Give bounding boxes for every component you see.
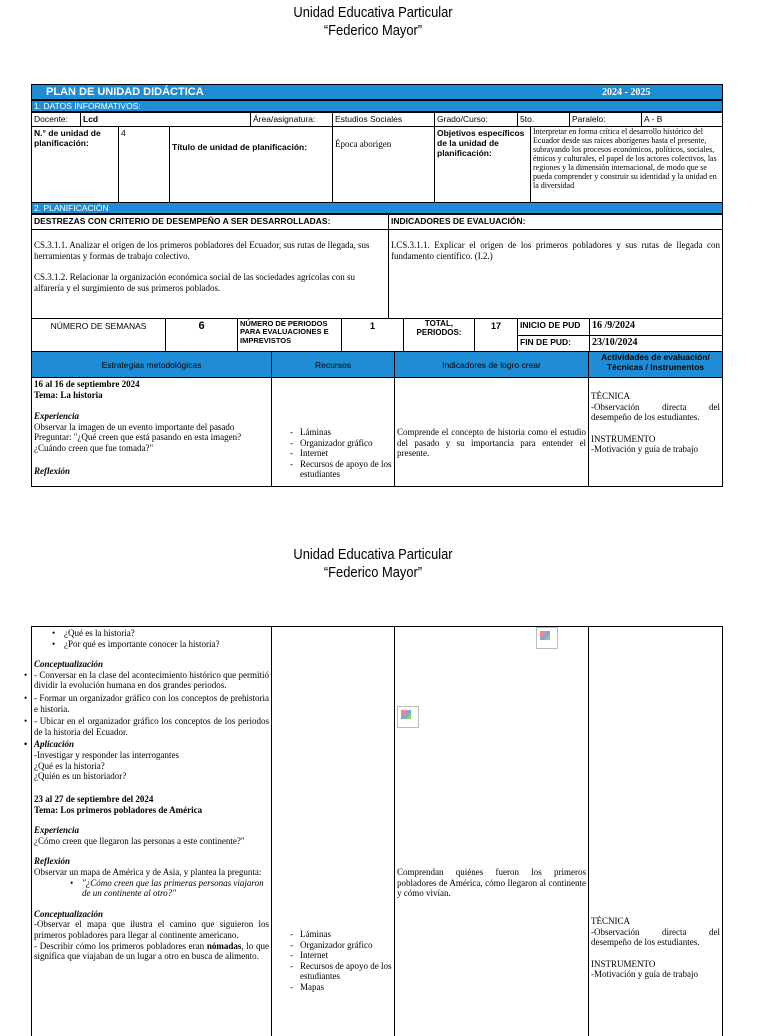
total-value: 17 xyxy=(474,318,518,352)
page2-questions xyxy=(34,628,269,649)
destreza-1: CS.3.1.1. Analizar el origen de los primeros pobladores del Ecuador, sus rutas de llegada, sus herramientas y formas de trabajo colectivo. xyxy=(34,240,370,261)
school-patron-2: “Federico Mayor” xyxy=(323,564,423,581)
section2-bar xyxy=(31,202,723,214)
row1-date: 16 al 16 de septiembre 2024 xyxy=(34,379,140,389)
concept-item-1: • - Conversar en la clase del acontecimiento histórico que permitió dividir la evolución humana en dos grandes periodos. xyxy=(24,669,269,691)
recurso-item: - Internet xyxy=(290,448,392,459)
recurso-item: - Mapas xyxy=(290,982,392,993)
paralelo-label: Paralelo: xyxy=(569,112,642,127)
page2-experiencia2: Experiencia xyxy=(34,825,79,836)
row1-indicador: Comprende el concepto de historia como el estudio del pasado y su importancia para entender el presente. xyxy=(394,377,589,487)
school-name-2: Unidad Educativa Particular xyxy=(293,546,453,563)
fin-label: FIN DE PUD: xyxy=(517,335,590,352)
recurso-item: - Internet xyxy=(290,950,392,961)
indicadores-header: INDICADORES DE EVALUACIÓN: xyxy=(388,214,723,230)
grado-value: 5to. xyxy=(517,112,570,127)
row1-instrumento-value: -Motivación y guía de trabajo xyxy=(591,444,698,455)
row1-reflexion: Reflexión xyxy=(34,465,70,476)
plan-title-bar xyxy=(31,84,723,100)
page2-instrumento-value: -Motivación y guía de trabajo xyxy=(591,969,698,980)
row1-exp-text: Observar la imagen de un evento importante del pasado Preguntar: "¿Qué creen que está pasando en esta imagen? ¿Cuándo creen que fue tomada?" xyxy=(34,421,242,454)
total-label: TOTAL, PERIODOS: xyxy=(403,318,475,352)
aplic-line: ¿Qué es la historia? xyxy=(34,760,105,771)
broken-image-icon xyxy=(536,627,558,649)
row1-tecnica-label: TÉCNICA xyxy=(591,391,630,401)
page2-concept2-text1: -Observar el mapa que ilustra el camino que siguieron los primeros pobladores para llegar al continente americano. xyxy=(34,919,269,941)
fin-value: 23/10/2024 xyxy=(589,335,723,352)
area-value: Estudios Sociales xyxy=(332,112,435,127)
page2-exp2-text: ¿Cómo creen que llegaron las personas a este continente?" xyxy=(34,835,245,846)
concept-item-2: • - Formar un organizador gráfico con los conceptos de prehistoria e historia. xyxy=(24,693,269,714)
page2-actividades xyxy=(588,626,723,1036)
question-item: • ¿Por qué es importante conocer la historia? xyxy=(52,639,269,650)
area-label: Área/asignatura: xyxy=(250,112,333,127)
row1-tema: Tema: La historia xyxy=(34,389,103,400)
page2-instrumento-label: INSTRUMENTO xyxy=(591,958,656,969)
paralelo-value: A - B xyxy=(641,112,723,127)
row1-estrategias xyxy=(31,377,272,487)
semanas-label: NÚMERO DE SEMANAS xyxy=(31,318,166,352)
row1-experiencia: Experiencia xyxy=(34,411,79,422)
recurso-item: - Láminas xyxy=(290,929,392,940)
recurso-item: - Organizador gráfico xyxy=(290,940,392,951)
objetivos-value: Interpretar en forma crítica el desarrollo histórico del Ecuador desde sus raíces aborígenes hasta el presente, subrayando los procesos económicos, políticos, sociales, étnicos y culturales, el papel de los actores colectivos, las regiones y la dimensión internacional, de modo que se pueda comprender y construir su identidad y la unidad en la diversidad xyxy=(530,126,723,203)
indicadores-body: I.CS.3.1.1. Explicar el origen de los primeros pobladores y sus rutas de llegada con fundamento científico. (I.2.) xyxy=(388,229,723,319)
col-indicadores: Indicadores de logro crear xyxy=(394,351,589,378)
titulo-value: Época aborigen xyxy=(332,126,435,203)
section2-label: 2. PLANIFICACIÓN xyxy=(34,203,109,213)
col-estrategias: Estrategias metodológicas xyxy=(31,351,272,378)
page2-refl2-quote-list xyxy=(34,878,269,899)
question-item: • ¿Qué es la historia? xyxy=(52,628,269,639)
recurso-item: - Organizador gráfico xyxy=(290,438,392,449)
periodos-value: 1 xyxy=(341,318,404,352)
school-header-2 xyxy=(0,546,746,582)
row1-recursos-list xyxy=(274,427,392,480)
page2-estrategias xyxy=(24,626,272,1036)
recurso-item: - Láminas xyxy=(290,427,392,438)
inicio-label: INICIO DE PUD xyxy=(517,318,590,336)
page2-indicadores xyxy=(394,626,589,1036)
page2-concept2-text2: - Describir cómo los primeros pobladores eran nómadas, lo que significa que viajaban de un lugar a otro en busca de alimento. xyxy=(34,940,270,962)
col-recursos: Recursos xyxy=(271,351,395,378)
col-actividades: Actividades de evaluación/ Técnicas / Instrumentos xyxy=(588,351,723,378)
row1-tecnica-value: -Observación directa del desempeño de los estudiantes. xyxy=(591,401,720,423)
concept-item-3: • - Ubicar en el organizador gráfico los conceptos de los periodos de la historia del Ecuador. xyxy=(24,716,269,737)
page2-tecnica-value: -Observación directa del desempeño de los estudiantes. xyxy=(591,926,720,948)
row1-instrumento-label: INSTRUMENTO xyxy=(591,433,656,444)
broken-image-icon xyxy=(397,706,419,728)
page2-refl2-quote: • "¿Cómo creen que las primeras personas viajaron de un continente al otro?" xyxy=(70,878,269,899)
recurso-item: - Recursos de apoyo de los estudiantes xyxy=(290,961,392,982)
periodos-label: NÚMERO DE PERIODOS PARA EVALUACIONES E IMPREVISTOS xyxy=(237,318,342,352)
row1-recursos xyxy=(271,377,395,487)
page2-recursos xyxy=(271,626,395,1036)
aplic-line: ¿Quién es un historiador? xyxy=(34,771,127,782)
recurso-item: - Recursos de apoyo de los estudiantes xyxy=(290,459,392,480)
unidad-label: N.° de unidad de planificación: xyxy=(31,126,119,203)
docente-label: Docente: xyxy=(31,112,81,127)
plan-year: 2024 - 2025 xyxy=(602,87,651,98)
unidad-value: 4 xyxy=(118,126,170,203)
page2-reflexion2: Reflexión xyxy=(34,856,70,867)
page2-conceptualizacion: Conceptualización xyxy=(34,659,104,670)
school-patron: “Federico Mayor” xyxy=(323,22,423,39)
titulo-label: Título de unidad de planificación: xyxy=(169,126,333,203)
destrezas-header: DESTREZAS CON CRITERIO DE DESEMPEÑO A SER DESARROLLADAS: xyxy=(31,214,389,230)
aplic-line: -Investigar y responder las interrogantes xyxy=(34,750,179,761)
page2-tema2: Tema: Los primeros pobladores de América xyxy=(34,804,203,815)
page2-indicador2: Comprendan quiénes fueron los primeros pobladores de América, cómo llegaron al continente y cómo vivían. xyxy=(397,867,586,899)
section1-label: 1. DATOS INFORMATIVOS: xyxy=(34,101,141,111)
objetivos-label: Objetivos específicos de la unidad de planificación: xyxy=(434,126,531,203)
destreza-2: CS.3.1.2. Relacionar la organización económica social de las sociedades agrícolas con su alfarería y el surgimiento de sus primeros poblados. xyxy=(34,272,355,293)
docente-value: Lcd xyxy=(80,112,251,127)
school-name: Unidad Educativa Particular xyxy=(293,4,453,21)
plan-title: PLAN DE UNIDAD DIDÁCTICA xyxy=(46,86,204,98)
page2-date2: 23 al 27 de septiembre del 2024 xyxy=(34,793,154,804)
grado-label: Grado/Curso: xyxy=(434,112,518,127)
semanas-value: 6 xyxy=(165,318,238,352)
row1-actividades xyxy=(588,377,723,487)
destrezas-body xyxy=(31,229,389,319)
inicio-value: 16 /9/2024 xyxy=(589,318,723,336)
page2-tecnica-label: TÉCNICA xyxy=(591,916,630,926)
page2-aplicacion: • Aplicación xyxy=(24,739,74,750)
school-header-1 xyxy=(0,4,746,40)
section1-bar xyxy=(31,100,723,112)
page2-refl2-text: Observar un mapa de América y de Asia, y plantea la pregunta: xyxy=(34,866,262,877)
page2-conceptualizacion2: Conceptualización xyxy=(34,908,104,919)
page2-recursos-list xyxy=(274,929,392,993)
